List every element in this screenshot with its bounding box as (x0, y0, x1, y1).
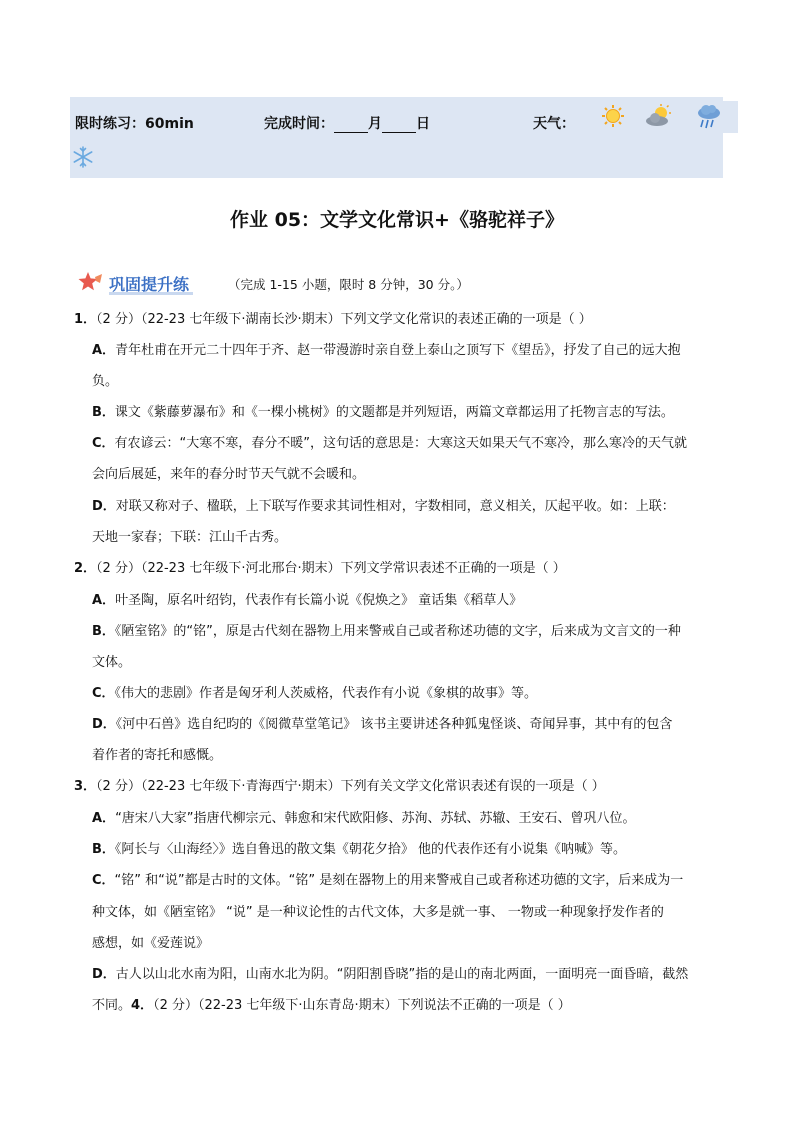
option-key: B． (92, 624, 115, 639)
question-3-option-b[interactable] (92, 841, 626, 859)
month-blank[interactable] (334, 118, 368, 133)
question-2-option-d[interactable] (92, 716, 672, 734)
option-key: A． (92, 593, 116, 608)
question-text: （2 分）（22-23 七年级下·湖南长沙·期末）下列文学文化常识的表述正确的一项是（ ） (96, 312, 592, 327)
question-4-stem (92, 997, 571, 1015)
question-1-option-a-cont (92, 373, 118, 391)
section-note: （完成 1-15 小题，限时 8 分钟，30 分。） (228, 277, 469, 292)
header-box (70, 97, 723, 178)
option-key: B． (92, 842, 115, 857)
question-1-stem (74, 311, 592, 329)
question-number: 3． (74, 779, 97, 794)
option-text: 不同。 (92, 998, 132, 1013)
option-key: A． (92, 811, 116, 826)
question-number: 4． (131, 998, 154, 1013)
option-key: B． (92, 405, 115, 420)
question-3-option-c-cont (92, 935, 209, 953)
option-text: 负。 (92, 374, 119, 389)
option-text: 《伟大的悲剧》作者是匈牙利人茨威格，代表作有小说《象棋的故事》等。 (114, 686, 538, 701)
question-1-option-d-cont (92, 529, 287, 547)
question-2-option-b[interactable] (92, 623, 681, 641)
option-text: 着作者的寄托和感慨。 (92, 748, 223, 763)
star-badge-icon (78, 271, 104, 293)
question-1-option-c-cont (92, 466, 365, 484)
option-text: “唐宋八大家”指唐代柳宗元、韩愈和宋代欧阳修、苏洵、苏轼、苏辙、王安石、曾巩八位。 (115, 811, 636, 826)
day-blank[interactable] (382, 118, 416, 133)
practice-time: 限时练习：60min (75, 116, 194, 132)
question-2-stem (74, 560, 566, 578)
question-2-option-a[interactable] (92, 592, 522, 610)
question-2-option-d-cont (92, 747, 222, 765)
day-label: 日 (416, 116, 430, 132)
option-text: 古人以山北水南为阳，山南水北为阴。“阴阳割昏晓”指的是山的南北两面，一面明亮一面昏暗，截然 (115, 967, 689, 982)
question-3-option-a[interactable] (92, 810, 636, 828)
option-text: 文体。 (92, 655, 132, 670)
finish-label: 完成时间： (264, 116, 334, 132)
option-key: D． (92, 717, 116, 732)
option-text: 课文《紫藤萝瀑布》和《一棵小桃树》的文题都是并列短语，两篇文章都运用了托物言志的写法。 (114, 405, 674, 420)
option-key: A． (92, 343, 116, 358)
finish-time (264, 113, 430, 133)
question-1-option-c[interactable] (92, 435, 687, 453)
weather-label: 天气： (533, 116, 575, 132)
question-text: （2 分）（22-23 七年级下·青海西宁·期末）下列有关文学文化常识表述有误的一项是（ ） (96, 779, 605, 794)
option-key: C． (92, 873, 115, 888)
option-text: 会向后展延，来年的春分时节天气就不会暖和。 (92, 467, 366, 482)
option-key: C． (92, 686, 115, 701)
option-text: 对联又称对子、楹联，上下联写作要求其词性相对，字数相同，意义相关，仄起平收。如：上联： (115, 499, 675, 514)
partly-cloudy-icon[interactable] (644, 104, 674, 128)
option-text: 种文体，如《陋室铭》 “说” 是一种议论性的古代文体，大多是就一事、 一物或一种现象抒发作者的 (92, 905, 664, 920)
option-text: 有农谚云：“大寒不寒，春分不暖”，这句话的意思是：大寒这天如果天气不寒冷，那么寒冷的天气就 (114, 436, 688, 451)
option-text: 《河中石兽》选自纪昀的《阅微草堂笔记》 该书主要讲述各种狐鬼怪谈、奇闻异事，其中有的包含 (115, 717, 673, 732)
question-1-option-b[interactable] (92, 404, 674, 422)
option-key: C． (92, 436, 115, 451)
section-title: 巩固提升练 (109, 275, 190, 294)
option-key: D． (92, 499, 116, 514)
document-title: 作业 05：文学文化常识+《骆驼祥子》 (230, 209, 564, 231)
question-1-option-d[interactable] (92, 498, 675, 516)
question-text: （2 分）（22-23 七年级下·山东青岛·期末）下列说法不正确的一项是（ ） (153, 998, 571, 1013)
rain-icon[interactable] (696, 103, 722, 131)
option-text: 《阿长与〈山海经〉》选自鲁迅的散文集《朝花夕拾》 他的代表作还有小说集《呐喊》等。 (114, 842, 627, 857)
question-number: 2． (74, 561, 97, 576)
snow-icon[interactable] (71, 145, 95, 169)
question-2-option-c[interactable] (92, 685, 537, 703)
option-text: “铭” 和“说”都是古时的文体。“铭” 是刻在器物上的用来警戒自己或者称述功德的文字，后来成为一 (114, 873, 684, 888)
sunny-icon[interactable] (601, 104, 625, 128)
option-text: 《陋室铭》的“铭”，原是古代刻在器物上用来警戒自己或者称述功德的文字，后来成为文言文的一种 (114, 624, 681, 639)
option-text: 感想，如《爱莲说》 (92, 936, 210, 951)
question-number: 1． (74, 312, 97, 327)
question-3-option-d[interactable] (92, 966, 688, 984)
option-text: 青年杜甫在开元二十四年于齐、赵一带漫游时亲自登上泰山之顶写下《望岳》，抒发了自己的远大抱 (115, 343, 681, 358)
question-3-stem (74, 778, 605, 796)
month-label: 月 (368, 116, 382, 132)
option-text: 叶圣陶，原名叶绍钧，代表作有长篇小说《倪焕之》 童话集《稻草人》 (115, 593, 523, 608)
question-2-option-b-cont (92, 654, 131, 672)
header-tab (723, 101, 738, 133)
question-text: （2 分）（22-23 七年级下·河北邢台·期末）下列文学常识表述不正确的一项是（ ） (96, 561, 566, 576)
option-text: 天地一家春；下联：江山千古秀。 (92, 530, 288, 545)
option-key: D． (92, 967, 116, 982)
question-1-option-a[interactable] (92, 342, 681, 360)
question-3-option-c[interactable] (92, 872, 683, 890)
question-3-option-c-cont (92, 904, 664, 922)
